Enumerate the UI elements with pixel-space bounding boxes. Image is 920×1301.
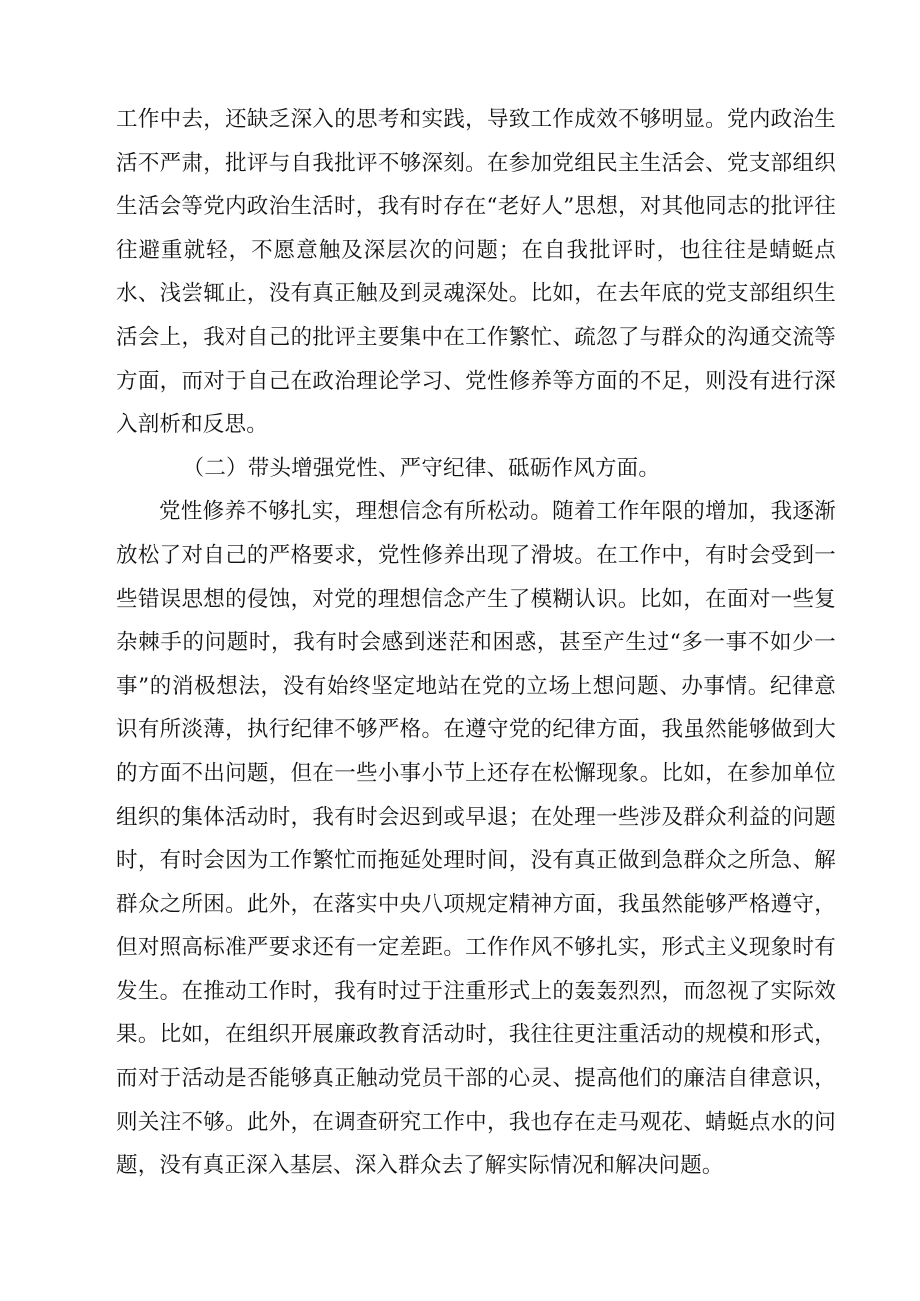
paragraph-continuation: 工作中去，还缺乏深入的思考和实践，导致工作成效不够明显。党内政治生活不严肃，批评与自我批评不够深刻。在参加党组民主生活会、党支部组织生活会等党内政治生活时，我有时存在“老好人”思想，对其他同志的批评往往避重就轻，不愿意触及深层次的问题；在自我批评时，也往往是蜻蜓点水、浅尝辄止，没有真正触及到灵魂深处。比如，在去年底的党支部组织生活会上，我对自己的批评主要集中在工作繁忙、疏忽了与群众的沟通交流等方面，而对于自己在政治理论学习、党性修养等方面的不足，则没有进行深入剖析和反思。 [116,107,836,438]
document-body [116,98,836,1188]
section-heading: （二）带头增强党性、严守纪律、砥砺作风方面。 [182,455,661,481]
paragraph-body: 党性修养不够扎实，理想信念有所松动。随着工作年限的增加，我逐渐放松了对自己的严格要求，党性修养出现了滑坡。在工作中，有时会受到一些错误思想的侵蚀，对党的理想信念产生了模糊认识。比如，在面对一些复杂棘手的问题时，我有时会感到迷茫和困惑，甚至产生过“多一事不如少一事”的消极想法，没有始终坚定地站在党的立场上想问题、办事情。纪律意识有所淡薄，执行纪律不够严格。在遵守党的纪律方面，我虽然能够做到大的方面不出问题，但在一些小事小节上还存在松懈现象。比如，在参加单位组织的集体活动时，我有时会迟到或早退；在处理一些涉及群众利益的问题时，有时会因为工作繁忙而拖延处理时间，没有真正做到急群众之所急、解群众之所困。此外，在落实中央八项规定精神方面，我虽然能够严格遵守，但对照高标准严要求还有一定差距。工作作风不够扎实，形式主义现象时有发生。在推动工作时，我有时过于注重形式上的轰轰烈烈，而忽视了实际效果。比如，在组织开展廉政教育活动时，我往往更注重活动的规模和形式，而对于活动是否能够真正触动党员干部的心灵、提高他们的廉洁自律意识，则关注不够。此外，在调查研究工作中，我也存在走马观花、蜻蜓点水的问题，没有真正深入基层、深入群众去了解实际情况和解决问题。 [116,499,836,1179]
